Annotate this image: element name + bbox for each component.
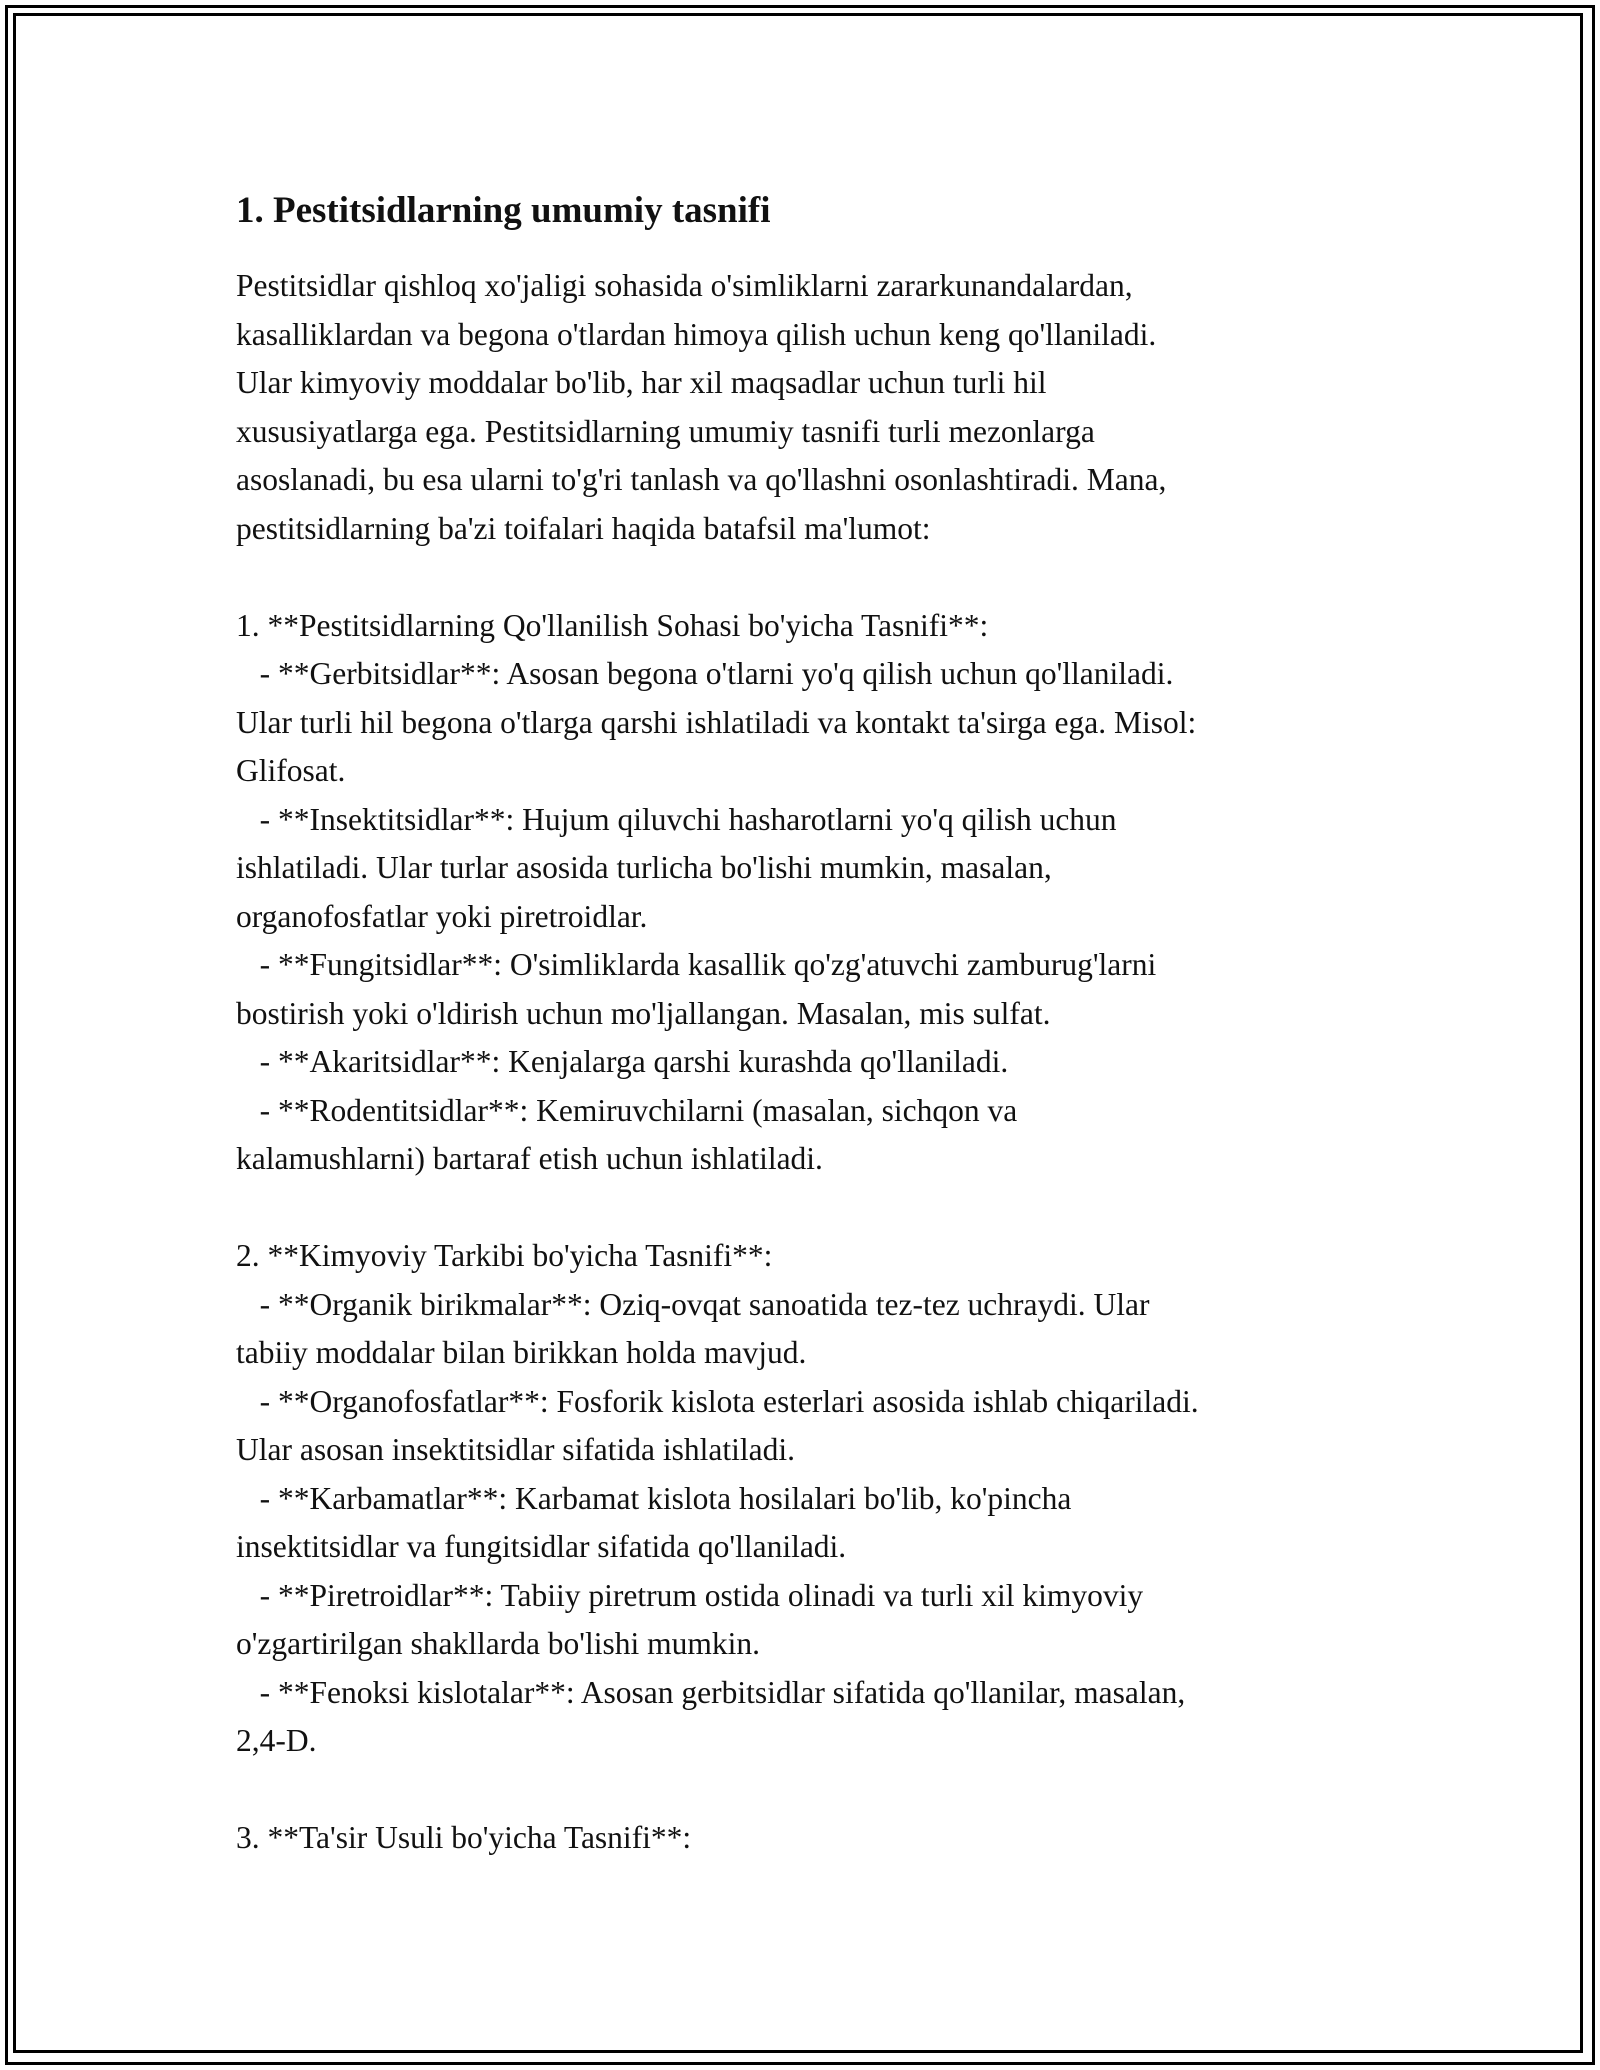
document-body xyxy=(236,186,1376,1863)
document-title: 1. Pestitsidlarning umumiy tasnifi xyxy=(236,190,771,231)
document-text: Pestitsidlar qishloq xo'jaligi sohasida o'simliklarni zararkunandalardan, kasalliklardan va begona o'tlardan himoya qilish uchun keng qo'llaniladi. Ular kimyoviy moddalar bo'lib, har xil maqsadlar uchun turli hil xususiyatlarga ega. Pestitsidlarning umumiy tasnifi turli mezonlarga asoslanadi, bu esa ularni to'g'ri tanlash va qo'llashni osonlashtiradi. Mana, pestitsidlarning ba'zi toifalari haqida batafsil ma'lumot: 1. **Pestitsidlarning Qo'llanilish Sohasi bo'yicha Tasnifi**: - **Gerbitsidlar**: Asosan begona o'tlarni yo'q qilish uchun qo'llaniladi. Ular turli hil begona o'tlarga qarshi ishlatiladi va kontakt ta'sirga ega. Misol: Glifosat. - **Insektitsidlar**: Hujum qiluvchi hasharotlarni yo'q qilish uchun ishlatiladi. Ular turlar asosida turlicha bo'lishi mumkin, masalan, organofosfatlar yoki piretroidlar. - **Fungitsidlar**: O'simliklarda kasallik qo'zg'atuvchi zamburug'larni bostirish yoki o'ldirish uchun mo'ljallangan. Masalan, mis sulfat. - **Akaritsidlar**: Kenjalarga qarshi kurashda qo'llaniladi. - **Rodentitsidlar**: Kemiruvchilarni (masalan, sichqon va kalamushlarni) bartaraf etish uchun ishlatiladi. 2. **Kimyoviy Tarkibi bo'yicha Tasnifi**: - **Organik birikmalar**: Oziq-ovqat sanoatida tez-tez uchraydi. Ular tabiiy moddalar bilan birikkan holda mavjud. - **Organofosfatlar**: Fosforik kislota esterlari asosida ishlab chiqariladi. Ular asosan insektitsidlar sifatida ishlatiladi. - **Karbamatlar**: Karbamat kislota hosilalari bo'lib, ko'pincha insektitsidlar va fungitsidlar sifatida qo'llaniladi. - **Piretroidlar**: Tabiiy piretrum ostida olinadi va turli xil kimyoviy o'zgartirilgan shakllarda bo'lishi mumkin. - **Fenoksi kislotalar**: Asosan gerbitsidlar sifatida qo'llanilar, masalan, 2,4-D. 3. **Ta'sir Usuli bo'yicha Tasnifi**: xyxy=(236,268,1199,1855)
